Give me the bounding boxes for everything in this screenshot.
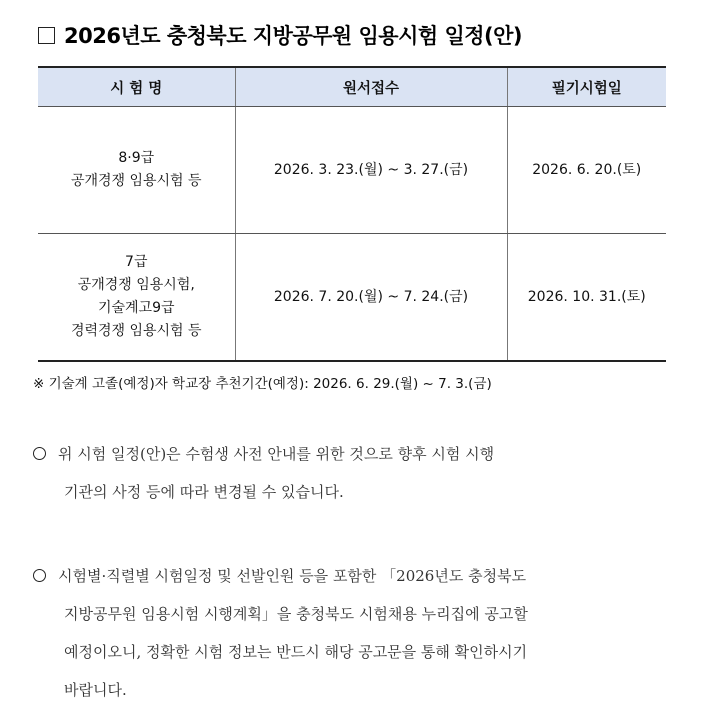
- exam-name-line: 기술계고9급: [97, 300, 175, 316]
- circle-bullet-icon: [33, 447, 46, 460]
- exam-name-line: 공개경쟁 임용시험,: [77, 277, 195, 293]
- bullet-paragraph-announcement: [33, 557, 681, 709]
- header-written-exam: 필기시험일: [507, 67, 666, 107]
- header-application: 원서접수: [235, 67, 507, 107]
- bullet-line: [33, 557, 681, 595]
- circle-bullet-icon: [33, 569, 46, 582]
- title-text: 2026년도 충청북도 지방공무원 임용시험 일정(안): [64, 24, 523, 48]
- exam-schedule-table: [38, 66, 666, 362]
- checkbox-square-icon: [38, 27, 55, 44]
- bullet-text: 시험별·직렬별 시험일정 및 선발인원 등을 포함한 「2026년도 충청북도: [58, 567, 527, 585]
- exam-name-line: 공개경쟁 임용시험 등: [70, 173, 202, 189]
- written-exam-date-cell: 2026. 10. 31.(토): [507, 234, 666, 362]
- page-title: [38, 20, 522, 50]
- table-row: [38, 107, 666, 234]
- exam-name-cell: [38, 107, 235, 234]
- table-header-row: [38, 67, 666, 107]
- bullet-paragraph-schedule-change: [33, 435, 681, 511]
- recommendation-period-note: ※ 기술계 고졸(예정)자 학교장 추천기간(예정): 2026. 6. 29.(월) ~ 7. 3.(금): [33, 376, 492, 392]
- bullet-text: 위 시험 일정(안)은 수험생 사전 안내를 위한 것으로 향후 시험 시행: [58, 445, 495, 463]
- application-period-cell: 2026. 7. 20.(월) ~ 7. 24.(금): [235, 234, 507, 362]
- header-exam-name: 시 험 명: [38, 67, 235, 107]
- bullet-line: [33, 435, 681, 473]
- application-period-cell: 2026. 3. 23.(월) ~ 3. 27.(금): [235, 107, 507, 234]
- bullet-line: 바랍니다.: [64, 681, 127, 699]
- exam-name-cell: [38, 234, 235, 362]
- exam-name-line: 7급: [125, 254, 148, 270]
- exam-name-line: 경력경쟁 임용시험 등: [70, 323, 202, 339]
- written-exam-date-cell: 2026. 6. 20.(토): [507, 107, 666, 234]
- exam-name-line: 8·9급: [118, 150, 155, 166]
- bullet-line: 지방공무원 임용시험 시행계획」을 충청북도 시험채용 누리집에 공고할: [64, 605, 528, 623]
- table-row: [38, 234, 666, 362]
- bullet-line: 예정이오니, 정확한 시험 정보는 반드시 해당 공고문을 통해 확인하시기: [64, 643, 528, 661]
- bullet-line: 기관의 사정 등에 따라 변경될 수 있습니다.: [64, 483, 344, 501]
